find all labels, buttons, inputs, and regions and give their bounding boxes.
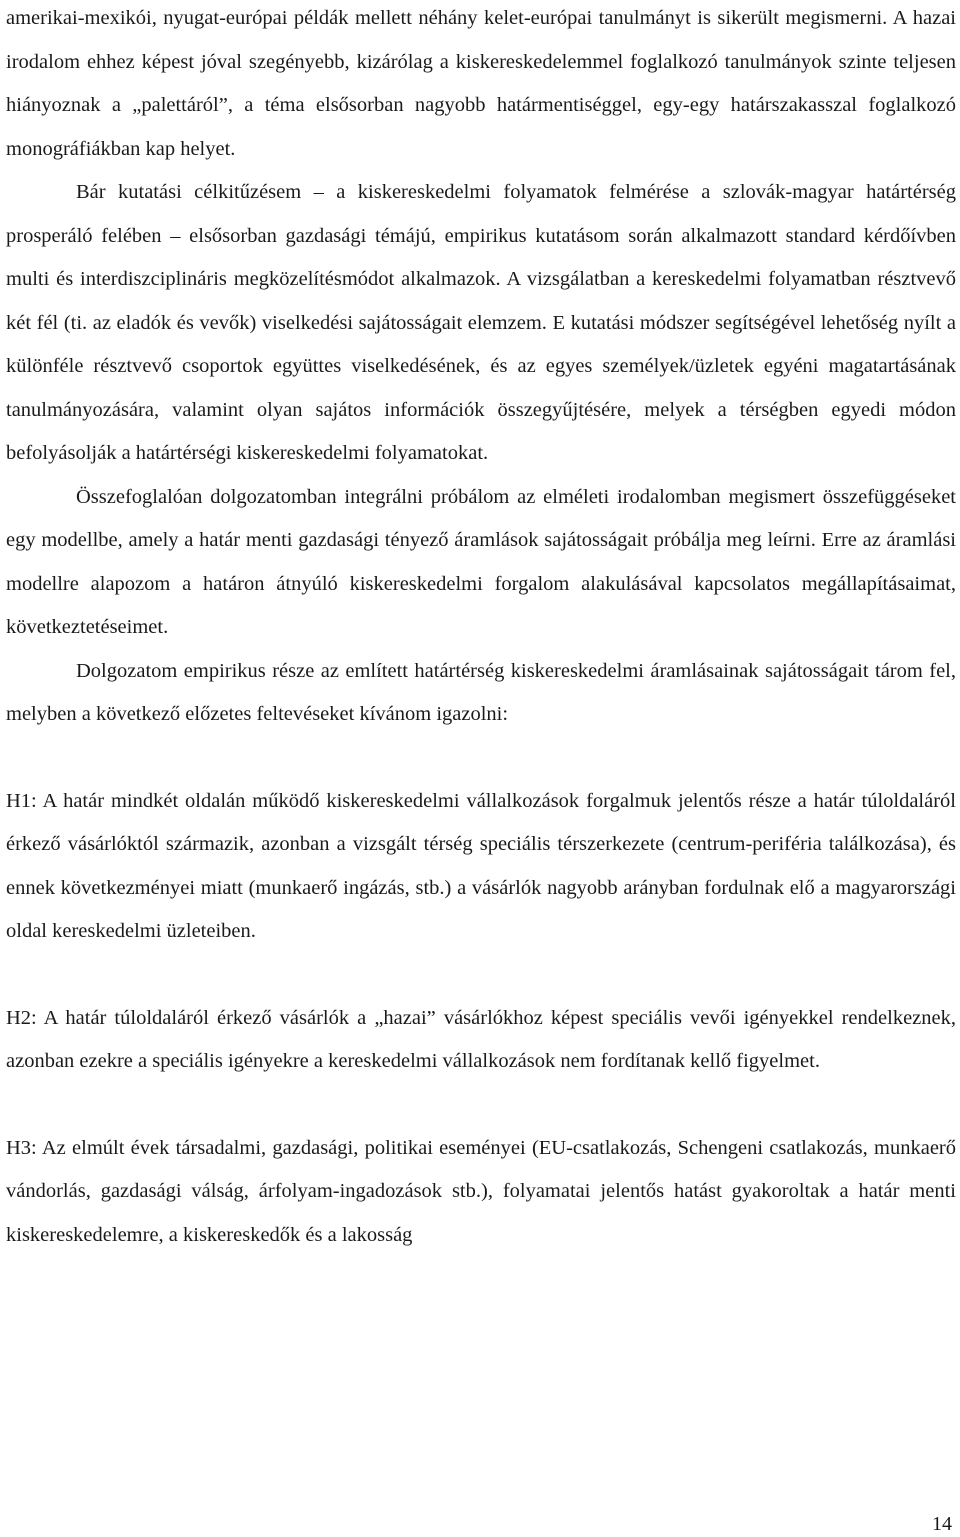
hypothesis-h3: H3: Az elmúlt évek társadalmi, gazdasági, politikai eseményei (EU-csatlakozás, Schengeni csatlakozás, munkaerő vándorlás, gazdasági válság, árfolyam-ingadozások stb.), folyamatai jelentős hatást gyakoroltak a határ menti kiskereskedelemre, a kiskereskedők és a lakosság [6, 1136, 956, 1246]
page-number: 14 [932, 1513, 952, 1535]
hypothesis-h1: H1: A határ mindkét oldalán működő kiskereskedelmi vállalkozások forgalmuk jelentős része a határ túloldaláról érkező vásárlóktól származik, azonban a vizsgált térség speciális térszerkezete (centrum-periféria találkozása), és ennek következményei miatt (munkaerő ingázás, stb.) a vásárlók nagyobb arányban fordulnak elő a magyarországi oldal kereskedelmi üzleteiben. [6, 789, 956, 942]
paragraph-research-objective: Bár kutatási célkitűzésem – a kiskereskedelmi folyamatok felmérése a szlovák-magyar határtérség prosperáló felében – elsősorban gazdasági témájú, empirikus kutatásom során alkalmazott standard kérdőívben multi és interdiszciplináris megközelítésmódot alkalmazok. A vizsgálatban a kereskedelmi folyamatban résztvevő két fél (ti. az eladók és vevők) viselkedési sajátosságait elemzem. E kutatási módszer segítségével lehetőség nyílt a különféle résztvevő csoportok együttes viselkedésének, és az egyes személyek/üzletek egyéni magatartásának tanulmányozására, valamint olyan sajátos információk összegyűjtésére, melyek a térségben egyedi módon befolyásolják a határtérségi kiskereskedelmi folyamatokat. [6, 181, 956, 464]
paragraph-empirical-part: Dolgozatom empirikus része az említett határtérség kiskereskedelmi áramlásainak sajátosságait tárom fel, melyben a következő előzetes feltevéseket kívánom igazolni: [6, 659, 956, 725]
paragraph-summary: Összefoglalóan dolgozatomban integrálni próbálom az elméleti irodalomban megismert összefüggéseket egy modellbe, amely a határ menti gazdasági tényező áramlások sajátosságait próbálja meg leírni. Erre az áramlási modellre alapozom a határon átnyúló kiskereskedelmi forgalom alakulásával kapcsolatos megállapításaimat, következtetéseimet. [6, 485, 956, 638]
paragraph-literature-review: amerikai-mexikói, nyugat-európai példák mellett néhány kelet-európai tanulmányt is sikerült megismerni. A hazai irodalom ehhez képest jóval szegényebb, kizárólag a kiskereskedelemmel foglalkozó tanulmányok szinte teljesen hiányoznak a „palettáról”, a téma elsősorban nagyobb határmentiséggel, egy-egy határszakasszal foglalkozó monográfiákban kap helyet. [6, 7, 956, 160]
document-page [6, 0, 956, 1257]
hypothesis-h2: H2: A határ túloldaláról érkező vásárlók a „hazai” vásárlókhoz képest speciális vevői igényekkel rendelkeznek, azonban ezekre a speciális igényekre a kereskedelmi vállalkozások nem fordítanak kellő figyelmet. [6, 1006, 956, 1072]
